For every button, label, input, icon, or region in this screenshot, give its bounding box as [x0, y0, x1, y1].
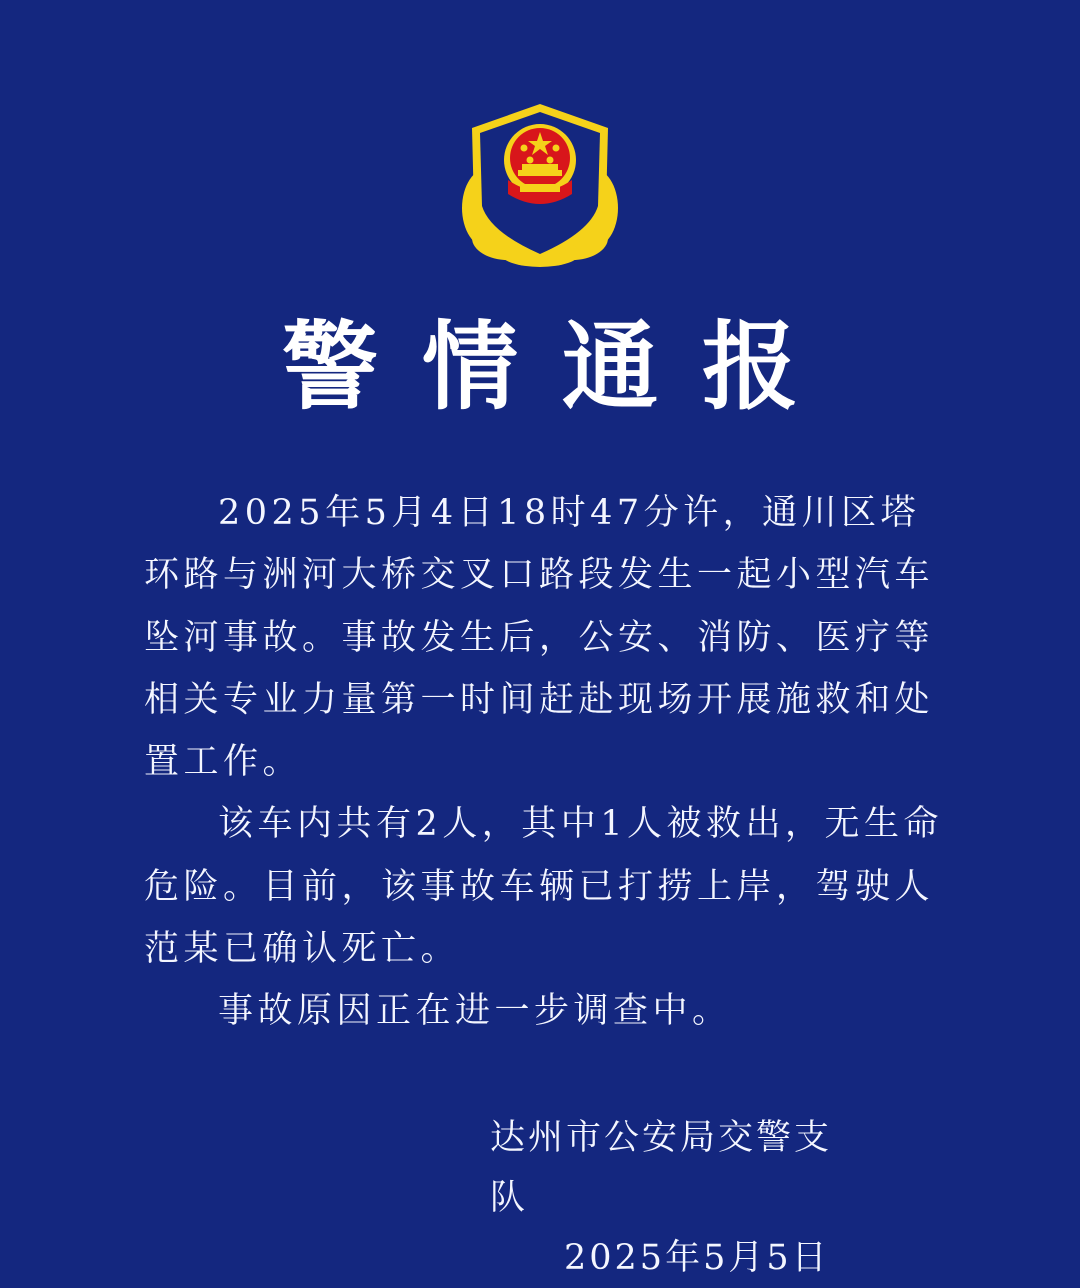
paragraph-casualties: 该车内共有2人，其中1人被救出，无生命危险。目前，该事故车辆已打捞上岸，驾驶人范某已确认死亡。 [144, 804, 944, 970]
police-badge-icon [458, 98, 622, 268]
issuing-organization: 达州市公安局交警支队 [490, 1118, 833, 1218]
paragraph-investigation: 事故原因正在进一步调查中。 [218, 991, 732, 1032]
notice-body [144, 482, 944, 1043]
page-title: 警情通报 [282, 311, 842, 423]
paragraph-incident: 2025年5月4日18时47分许，通川区塔环路与洲河大桥交叉口路段发生一起小型汽车坠河事故。事故发生后，公安、消防、医疗等相关专业力量第一时间赶赴现场开展施救和处置工作。 [144, 493, 935, 783]
issue-date: 2025年5月5日 [564, 1238, 830, 1278]
signature-block [490, 1108, 860, 1288]
